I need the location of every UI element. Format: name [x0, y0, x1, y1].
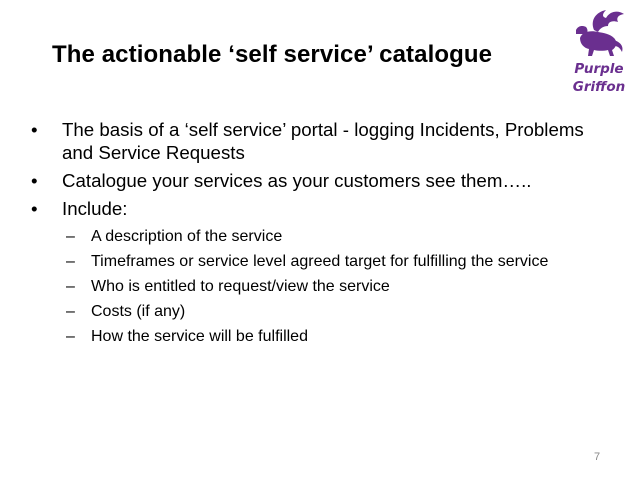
- bullet-item: [26, 118, 586, 164]
- bullet-list: [26, 118, 586, 351]
- purple-griffon-logo: [566, 8, 632, 100]
- bullet-marker: •: [31, 119, 38, 140]
- bullet-item: [26, 197, 586, 220]
- logo-text: [566, 60, 632, 96]
- bullet-text: The basis of a ‘self service’ portal - logging Incidents, Problems and Service Requests: [62, 119, 584, 163]
- bullet-item: [26, 169, 586, 192]
- page-number: 7: [594, 451, 601, 463]
- sub-bullet-text: Who is entitled to request/view the service: [91, 278, 390, 295]
- sub-bullet-marker: –: [66, 278, 75, 295]
- slide-title: The actionable ‘self service’ catalogue: [52, 41, 493, 68]
- sub-bullet-item: [26, 301, 586, 322]
- sub-bullet-item: [26, 276, 586, 297]
- bullet-marker: •: [31, 170, 38, 191]
- sub-bullet-marker: –: [66, 253, 75, 270]
- bullet-text: Catalogue your services as your customers see them…..: [62, 170, 532, 191]
- sub-bullet-text: A description of the service: [91, 228, 283, 245]
- griffon-logo-icon: [572, 8, 626, 60]
- sub-bullet-item: [26, 251, 586, 272]
- sub-bullet-marker: –: [66, 303, 75, 320]
- sub-bullet-marker: –: [66, 228, 75, 245]
- sub-bullet-list: [26, 226, 586, 347]
- logo-line-2: Griffon: [572, 79, 626, 95]
- sub-bullet-item: [26, 326, 586, 347]
- sub-bullet-text: Timeframes or service level agreed target for fulfilling the service: [91, 253, 549, 270]
- sub-bullet-text: Costs (if any): [91, 303, 186, 320]
- bullet-marker: •: [31, 198, 38, 219]
- sub-bullet-item: [26, 226, 586, 247]
- logo-line-1: Purple: [574, 61, 624, 77]
- sub-bullet-marker: –: [66, 328, 75, 345]
- sub-bullet-text: How the service will be fulfilled: [91, 328, 308, 345]
- bullet-text: Include:: [62, 198, 128, 219]
